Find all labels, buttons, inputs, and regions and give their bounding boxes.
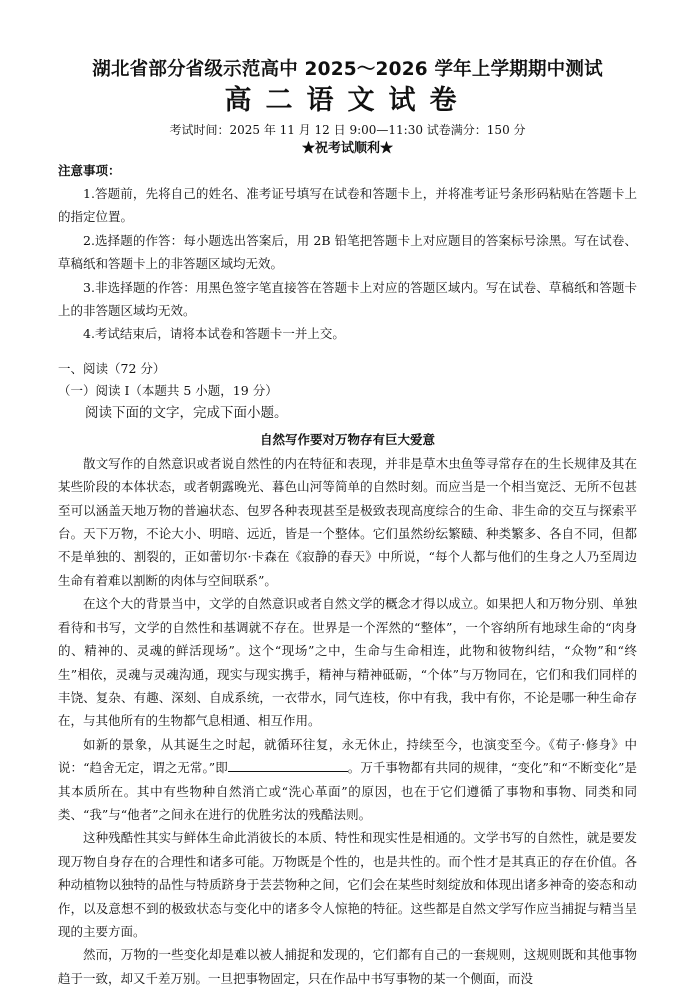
exam-org-title: 湖北省部分省级示范高中 2025～2026 学年上学期期中测试 bbox=[92, 59, 603, 80]
article-paragraph: 散文写作的自然意识或者说自然性的内在特征和表现，并非是草木虫鱼等寻常存在的生长规律及其在某些阶段的本体状态，或者朝露晚光、暮色山河等简单的自然时刻。而应当是一个相当宽泛、无所不包甚至可以涵盖天地万物的普遍状态、包罗各种表现甚至是极致表现高度综合的生命、非生命的交互与探索平台。天下万物，不论大小、明暗、远近，皆是一个整体。它们虽然纷纭繁赜、种类繁多、各自不同，但都不是单独的、割裂的，正如蕾切尔·卡森在《寂静的春天》中所说，“每个人都与他们的生身之人乃至周边生命有着难以割断的肉体与空间联系”。 bbox=[58, 455, 637, 588]
section-heading: 一、阅读（72 分） bbox=[58, 360, 166, 376]
notes-heading: 注意事项： bbox=[58, 163, 121, 178]
note-item: 3.非选择题的作答：用黑色签字笔直接答在答题卡上对应的答题区域内。写在试卷、草稿纸和答题卡上的非答题区域均无效。 bbox=[58, 279, 637, 319]
note-item: 2.选择题的作答：每小题选出答案后，用 2B 铅笔把答题卡上对应题目的答案标号涂黑。写在试卷、草稿纸和答题卡上的非答题区域均无效。 bbox=[58, 232, 637, 272]
paragraph-text-before-blank: 如新的景象，从其诞生之时起，就循环往复，永无休止，持续至今，也演变至今。《荀子·修身》中说：“趋舍无定，谓之无常。”即 bbox=[58, 736, 637, 776]
article-paragraph: 在这个大的背景当中，文学的自然意识或者自然文学的概念才得以成立。如果把人和万物分别、单独看待和书写，文学的自然性和基调就不存在。世界是一个浑然的“整体”，一个容纳所有地球生命的“肉身的、精神的、灵魂的鲜活现场”。这个“现场”之中，生命与生命相连，此物和彼物纠结，“众物”和“终生”相依，灵魂与灵魂沟通，现实与现实携手，精神与精神砥砺，“个体”与万物同在，它们和我们同样的丰饶、复杂、有趣、深刻、自成系统，一衣带水，同气连枝，你中有我，我中有你，不论是哪一种生命存在，与其他所有的生物都气息相通、相互作用。 bbox=[58, 596, 637, 729]
paragraph-text-after-blank: 。万千事物都有共同的规律，“变化”和“不断变化”是其本质所在。其中有些物种自然消亡或“洗心革面”的原因，也在于它们遵循了事物和事物、同类和同类、“我”与“他者”之间永在进行的优胜劣汰的残酷法则。 bbox=[58, 760, 637, 822]
exam-meta: 考试时间：2025 年 11 月 12 日 9:00—11:30 试卷满分：150 分 bbox=[169, 123, 526, 137]
good-luck-banner: ★祝考试顺利★ bbox=[301, 141, 393, 156]
article-paragraph-with-blank bbox=[58, 733, 637, 827]
paper-title: 高二语文试卷 bbox=[224, 85, 471, 116]
subsection-heading: （一）阅读 I（本题共 5 小题，19 分） bbox=[58, 382, 278, 398]
article-title: 自然写作要对万物存有巨大爱意 bbox=[259, 431, 435, 447]
note-item: 4.考试结束后，请将本试卷和答题卡一并上交。 bbox=[83, 326, 345, 342]
article-paragraph: 这种残酷性其实与鲜体生命此消彼长的本质、特性和现实性是相通的。文学书写的自然性，就是要发现万物自身存在的合理性和诸多可能。万物既是个性的，也是共性的。而个性才是其真正的存在价值。各种动植物以独特的品性与特质跻身于芸芸物种之间，它们会在某些时刻绽放和体现出诸多神奇的姿态和动作，以及意想不到的极致状态与变化中的诸多令人惊艳的特征。这些都是自然文学写作应当捕捉与精当呈现的主要方面。 bbox=[58, 830, 637, 939]
fill-in-blank bbox=[228, 759, 348, 772]
reading-instruction: 阅读下面的文字，完成下面小题。 bbox=[85, 404, 288, 421]
article-paragraph: 然而，万物的一些变化却是难以被人捕捉和发现的，它们都有自己的一套规则，这规则既和其他事物趋于一致，却又千差万别。一旦把事物固定，只在作品中书写事物的某一个侧面，而没 bbox=[58, 947, 637, 986]
note-item: 1.答题前，先将自己的姓名、准考证号填写在试卷和答题卡上，并将准考证号条形码粘贴在答题卡上的指定位置。 bbox=[58, 186, 637, 225]
